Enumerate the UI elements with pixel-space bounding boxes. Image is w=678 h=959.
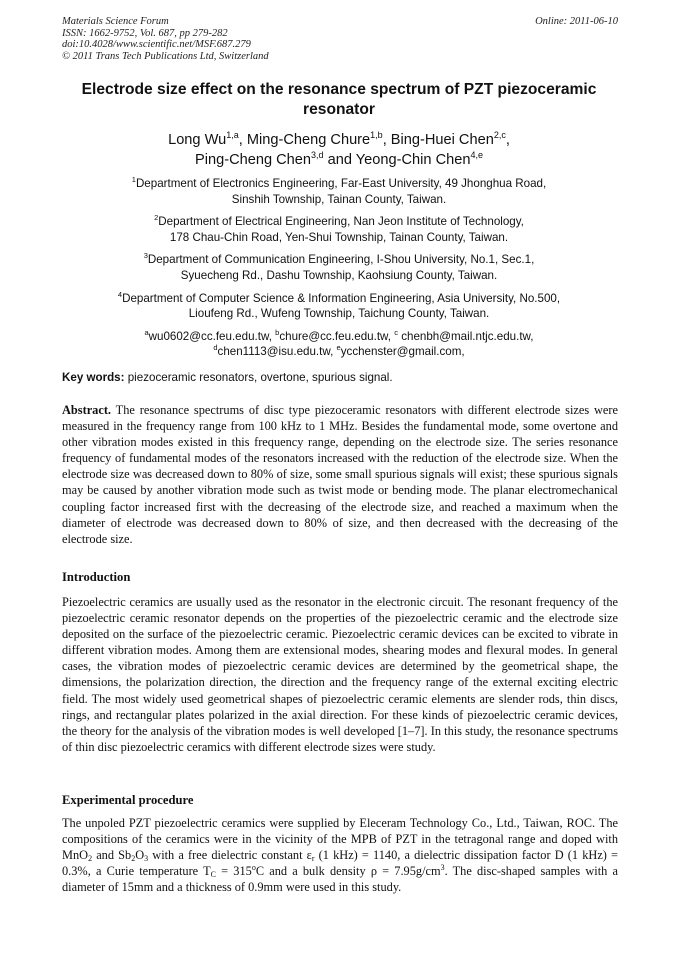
affiliation-line: Department of Communication Engineering, I-Shou University, No.1, Sec.1,: [147, 253, 535, 267]
email-marker: d: [213, 343, 218, 353]
affiliation: [62, 252, 616, 283]
author-superscript: 1,a: [226, 130, 239, 140]
email-address: ycchenster@gmail.com,: [340, 345, 465, 359]
journal-copyright: © 2011 Trans Tech Publications Ltd, Switzerland: [62, 50, 269, 62]
text-run: . The disc-shaped samples with a diameter of 15mm and a thickness of 0.9mm were used in this study.: [62, 864, 618, 895]
affiliation: [62, 214, 616, 245]
journal-doi: doi:10.4028/www.scientific.net/MSF.687.279: [62, 39, 251, 51]
author-list: Long Wu$^{1,a}$, Ming-Cheng Chure$^{1,b}$, Bing-Huei Chen$^{2,c}$, Ping-Cheng Chen$^{3,d}$ and Yeong-Chin Chen$^{4,e}$: [168, 130, 510, 168]
author-name: Ming-Cheng Chure: [246, 132, 371, 148]
affiliation-number: 2: [154, 213, 159, 223]
affiliation-line: 178 Chau-Chin Road, Yen-Shui Township, Tainan County, Taiwan.: [169, 230, 509, 244]
subscript: 2: [131, 854, 136, 864]
affiliation-number: 3: [143, 251, 148, 261]
subscript: 2: [88, 854, 93, 864]
affiliation-line: Syuecheng Rd., Dashu Township, Kaohsiung County, Taiwan.: [180, 268, 498, 282]
email-address: wu0602@cc.feu.edu.tw,: [148, 329, 272, 343]
journal-header: [62, 16, 618, 62]
journal-name: Materials Science Forum: [62, 16, 169, 27]
author-superscript: 4,e: [470, 149, 483, 160]
affiliation: [62, 176, 616, 207]
affiliation-number: 1: [131, 175, 136, 184]
affiliation-line: Department of Electrical Engineering, Nan Jeon Institute of Technology,: [158, 215, 524, 229]
email-address: chen1113@isu.edu.tw,: [217, 345, 334, 359]
affiliation-list: [62, 176, 616, 367]
experimental-text: [62, 815, 618, 895]
author-name: Long Wu: [168, 132, 227, 148]
affiliation: [62, 291, 616, 322]
author-superscript: 1,b: [370, 130, 383, 140]
introduction-text: Piezoelectric ceramics are usually used as the resonator in the electronic circuit. The resonant frequency of the piezoelectric ceramic resonator depends on the properties of the piezoelectric ceramic and the electrode size deposited on the surface of the piezoelectric ceramic. Piezoelectric ceramic devices can be excited to vibrate in different vibration modes. Among them are extensional modes, shearing modes and flexural modes. In general cases, the vibration modes of piezoelectric ceramic devices are determined by the geometrical shape, the dimensions, the polarization direction, the direction and the frequency range of the external exciting electric field. The most widely used geometrical shapes of piezoelectric ceramic elements are slender rods, thin discs, rings, and rectangular plates polarized in the axial direction. For these kinds of piezoelectric ceramic devices, the theory for the analysis of the vibration modes is well developed [1–7]. In this study, the resonance spectrums of thin disc piezoelectric ceramics with different electrode sizes were study.: [62, 595, 618, 754]
email-marker: b: [275, 327, 280, 337]
affiliation-line: Department of Electronics Engineering, Far-East University, 49 Jhonghua Road,: [135, 177, 547, 190]
affiliation-line: Department of Computer Science & Information Engineering, Asia University, No.500,: [122, 291, 561, 305]
text-run: and Sb: [92, 848, 132, 863]
keywords-text: piezoceramic resonators, overtone, spurious signal.: [127, 371, 393, 384]
email-list: [62, 329, 616, 360]
affiliation-line: Lioufeng Rd., Wufeng Township, Taichung County, Taiwan.: [188, 307, 490, 321]
author-conjunction: and: [327, 151, 352, 168]
affiliation-number: 4: [117, 289, 123, 299]
author-superscript: 3,d: [311, 149, 324, 160]
author-name: Yeong-Chin Chen: [355, 151, 471, 168]
text-run: (1 kHz) = 1140, a dielectric dissipation factor D (1 kHz) = 0.3%, a Curie temperature T: [62, 848, 619, 879]
superscript: 3: [440, 863, 445, 873]
experimental-heading: Experimental procedure: [62, 793, 194, 807]
affiliation-line: Sinshih Township, Tainan County, Taiwan.: [231, 192, 447, 206]
journal-issn: ISSN: 1662-9752, Vol. 687, pp 279-282: [62, 27, 228, 39]
introduction-heading: Introduction: [62, 570, 131, 584]
superscript: o: [251, 863, 256, 873]
abstract: [62, 402, 618, 547]
abstract-label: Abstract.: [62, 403, 112, 417]
online-date: Online: 2011-06-10: [535, 16, 618, 27]
author-name: Ping-Cheng Chen: [195, 151, 312, 168]
email-marker: c: [394, 327, 398, 337]
email-address: chure@cc.feu.edu.tw,: [279, 329, 391, 343]
text-run: = 315: [216, 864, 252, 879]
author-superscript: 2,c: [493, 130, 506, 140]
email-marker: e: [336, 343, 341, 353]
text-run: C and a bulk density ρ = 7.95g/cm: [255, 864, 441, 879]
text-run: The unpoled PZT piezoelectric ceramics were supplied by Eleceram Technology Co., Ltd., Taiwan, ROC. The compositions of the ceramics were in the vicinity of the MPB of PZT in the tetragonal range and doped with MnO: [62, 816, 618, 863]
subscript: C: [210, 870, 216, 880]
text-run: with a free dielectric constant ε: [148, 848, 312, 863]
author-name: Bing-Huei Chen: [390, 132, 494, 148]
keywords-label: Key words:: [62, 371, 125, 384]
text-run: O: [135, 848, 145, 863]
email-marker: a: [144, 327, 149, 337]
keywords: [62, 370, 618, 385]
abstract-text: The resonance spectrums of disc type piezoceramic resonators with different electrode sizes were measured in the frequency range from 100 kHz to 1 MHz. Besides the fundamental mode, some overtone and other vibration modes existed in this frequency range, depending on the electrode size. The series resonance frequency of fundamental modes of the resonators increased with the reduction of the electrode size. When the electrode size was decreased down to 80% of size, some small spurious signals will exist; these spurious signals may be caused by another vibration mode such as twist mode or bending mode. The planar electromechanical coupling factor increased first with the decreasing of the electrode size, and reached a maximum when the diameter of electrode was decreased down to 80% of size, and then decreased with the decreasing of the electrode size.: [62, 403, 618, 546]
subscript: r: [311, 854, 315, 864]
paper-title: Electrode size effect on the resonance spectrum of PZT piezoceramic resonator: [81, 81, 597, 118]
subscript: 3: [144, 854, 149, 864]
email-address: chenbh@mail.ntjc.edu.tw,: [401, 329, 534, 343]
